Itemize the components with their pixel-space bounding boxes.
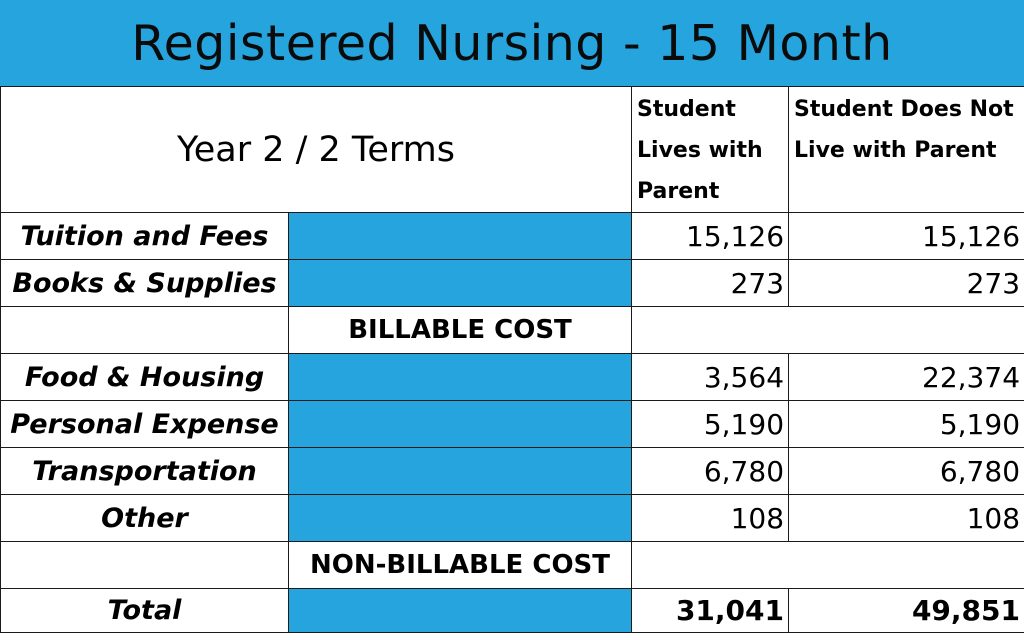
table-row-personal	[1, 401, 1024, 448]
accent-cell	[289, 448, 632, 495]
total-without-parent: 49,851	[789, 589, 1024, 633]
row-label: Books & Supplies	[1, 260, 289, 307]
section-row-non-billable	[1, 542, 1024, 589]
table-row-transportation	[1, 448, 1024, 495]
value-with-parent: 5,190	[632, 401, 789, 448]
empty-cell	[632, 307, 789, 354]
section-label-non-billable: NON-BILLABLE COST	[289, 542, 632, 589]
accent-cell	[289, 495, 632, 542]
value-with-parent: 3,564	[632, 354, 789, 401]
value-without-parent: 108	[789, 495, 1024, 542]
year-label: Year 2 / 2 Terms	[1, 87, 632, 213]
empty-cell	[1, 307, 289, 354]
column-header-not-live-with-parent: Student Does Not Live with Parent	[789, 87, 1024, 213]
value-without-parent: 273	[789, 260, 1024, 307]
value-without-parent: 15,126	[789, 213, 1024, 260]
total-label: Total	[1, 589, 289, 633]
row-label: Other	[1, 495, 289, 542]
value-with-parent: 273	[632, 260, 789, 307]
value-with-parent: 15,126	[632, 213, 789, 260]
empty-cell	[632, 542, 789, 589]
table-row-tuition	[1, 213, 1024, 260]
empty-cell	[789, 542, 1024, 589]
total-with-parent: 31,041	[632, 589, 789, 633]
value-without-parent: 5,190	[789, 401, 1024, 448]
table-row-total	[1, 589, 1024, 633]
section-label-billable: BILLABLE COST	[289, 307, 632, 354]
accent-cell	[289, 213, 632, 260]
column-header-lives-with-parent: Student Lives with Parent	[632, 87, 789, 213]
row-label: Transportation	[1, 448, 289, 495]
table-row-food-housing	[1, 354, 1024, 401]
row-label: Food & Housing	[1, 354, 289, 401]
row-label: Personal Expense	[1, 401, 289, 448]
cost-table	[0, 86, 1024, 633]
empty-cell	[789, 307, 1024, 354]
accent-cell	[289, 589, 632, 633]
value-with-parent: 108	[632, 495, 789, 542]
empty-cell	[1, 542, 289, 589]
accent-cell	[289, 354, 632, 401]
value-with-parent: 6,780	[632, 448, 789, 495]
header-row	[1, 87, 1024, 213]
table-row-books	[1, 260, 1024, 307]
value-without-parent: 6,780	[789, 448, 1024, 495]
section-row-billable	[1, 307, 1024, 354]
row-label: Tuition and Fees	[1, 213, 289, 260]
value-without-parent: 22,374	[789, 354, 1024, 401]
table-row-other	[1, 495, 1024, 542]
page-title: Registered Nursing - 15 Month	[0, 0, 1024, 86]
accent-cell	[289, 260, 632, 307]
accent-cell	[289, 401, 632, 448]
